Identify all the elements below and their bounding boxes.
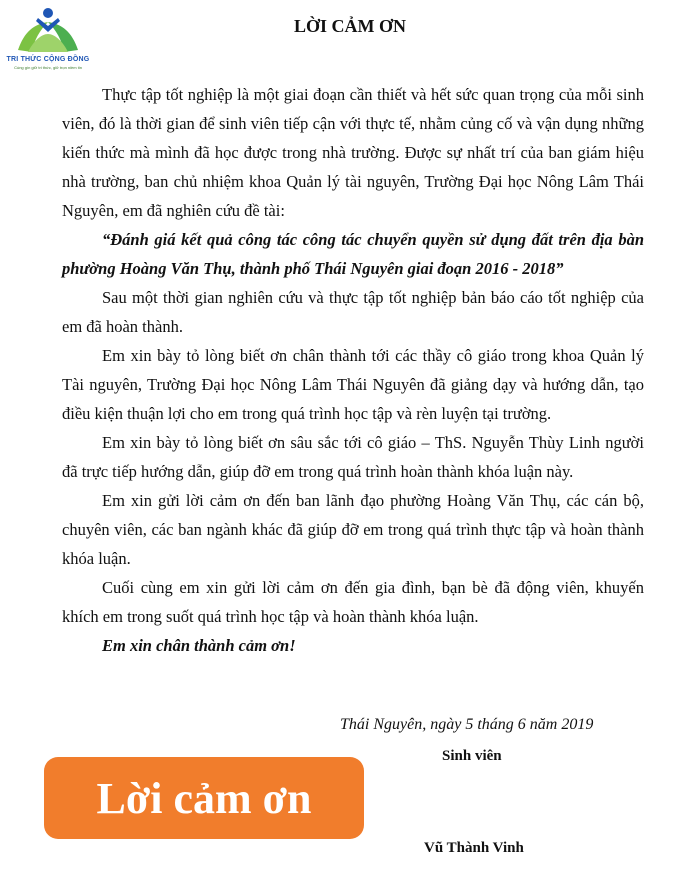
paragraph-thanks-faculty: Em xin bày tỏ lòng biết ơn chân thành tới các thầy cô giáo trong khoa Quản lý Tài nguyên, Trường Đại học Nông Lâm Thái Nguyên đã giảng dạy và hướng dẫn, tạo điều kiện thuận lợi cho em trong quá trình học tập và rèn luyện tại trường. [62, 346, 644, 423]
paragraph-completion: Sau một thời gian nghiên cứu và thực tập tốt nghiệp bản báo cáo tốt nghiệp của em đã hoàn thành. [62, 288, 644, 336]
logo-slogan: Cùng gìn giữ tri thức, giữ trọn niềm tin [14, 65, 82, 70]
page-title: LỜI CẢM ƠN [294, 16, 406, 36]
logo-brand: TRI THỨC CỘNG ĐỒNG [6, 56, 90, 63]
paragraph-thanks-ward: Em xin gửi lời cảm ơn đến ban lãnh đạo phường Hoàng Văn Thụ, các cán bộ, chuyên viên, các ban ngành khác đã giúp đỡ em trong quá trình thực tập và hoàn thành khóa luận. [62, 491, 644, 568]
signature-date: Thái Nguyên, ngày 5 tháng 6 năm 2019 [340, 716, 594, 733]
paragraph-thanks-family: Cuối cùng em xin gửi lời cảm ơn đến gia đình, bạn bè đã động viên, khuyến khích em trong suốt quá trình học tập và hoàn thành khóa luận. [62, 578, 644, 626]
thesis-title: “Đánh giá kết quả công tác công tác chuyển quyền sử dụng đất trên địa bàn phường Hoàng Văn Thụ, thành phố Thái Nguyên giai đoạn 2016 - 2018” [62, 230, 644, 278]
paragraph-thanks-advisor: Em xin bày tỏ lòng biết ơn sâu sắc tới cô giáo – ThS. Nguyễn Thùy Linh người đã trực tiếp hướng dẫn, giúp đỡ em trong quá trình hoàn thành khóa luận này. [62, 433, 644, 481]
closing-line: Em xin chân thành cảm ơn! [102, 636, 296, 655]
document-body [62, 80, 644, 660]
student-label: Sinh viên [442, 748, 502, 764]
title-badge: Lời cảm ơn [44, 757, 364, 839]
student-name: Vũ Thành Vinh [424, 840, 524, 856]
site-logo [4, 4, 92, 74]
paragraph-intro: Thực tập tốt nghiệp là một giai đoạn cần thiết và hết sức quan trọng của mỗi sinh viên, đó là thời gian để sinh viên tiếp cận với thực tế, nhằm củng cố và vận dụng những kiến thức mà mình đã học được trong nhà trường. Được sự nhất trí của ban giám hiệu nhà trường, ban chủ nhiệm khoa Quản lý tài nguyên, Trường Đại học Nông Lâm Thái Nguyên, em đã nghiên cứu đề tài: [62, 85, 644, 220]
